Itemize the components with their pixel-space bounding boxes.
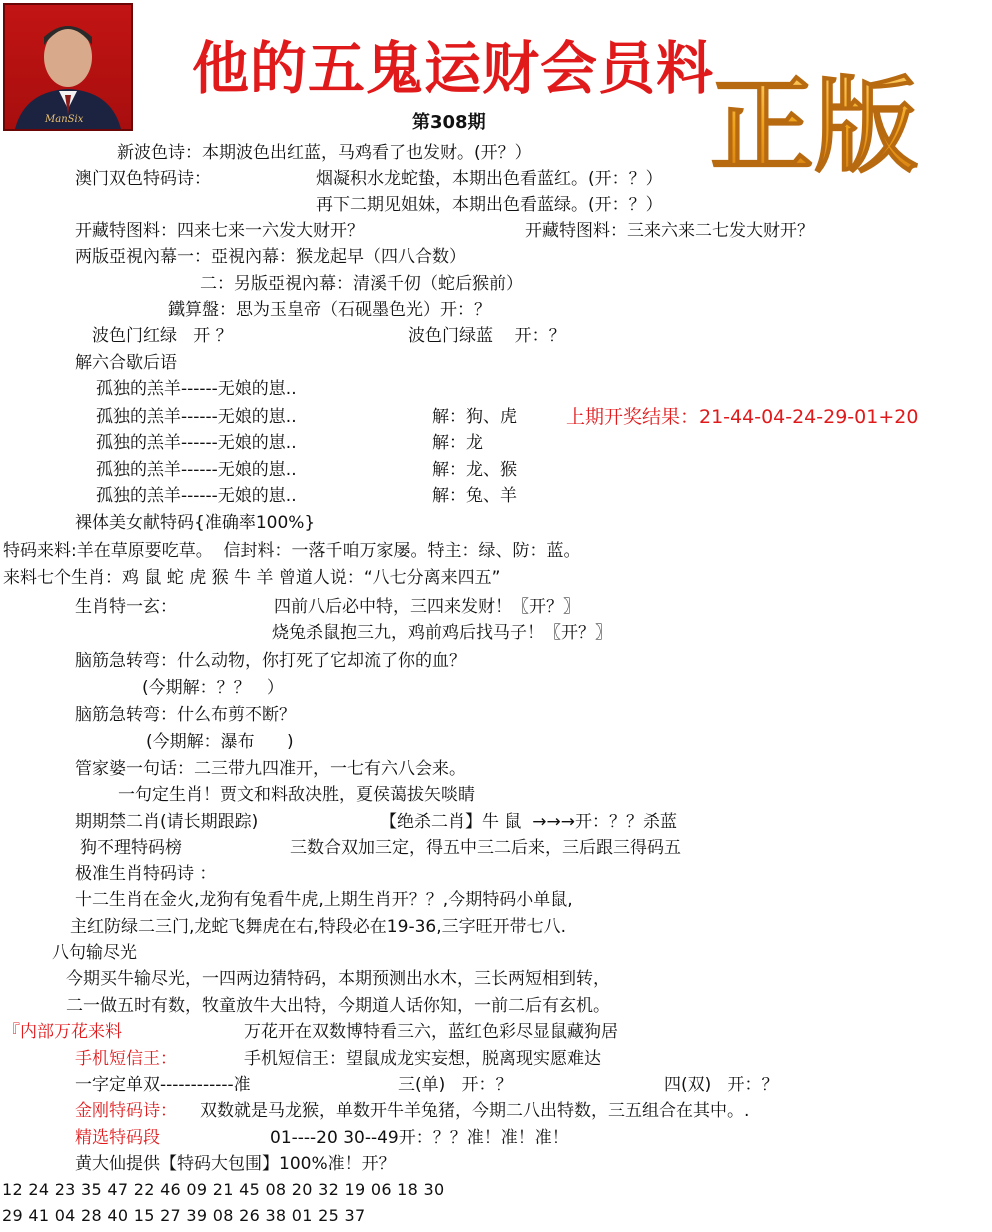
sms-king-label: 手机短信王： (75, 1049, 177, 1069)
atv-inside-1: 两版亞視內幕一：亞視內幕：猴龙起早（四八合数） (75, 247, 466, 267)
goubuli-label: 狗不理特码榜 (80, 838, 182, 858)
page-title: 他的五鬼运财会员料 (192, 35, 714, 102)
previous-draw-result: 上期开奖结果：21-44-04-24-29-01+20 (566, 406, 919, 428)
macau-poem-line2: 再下二期见姐妹，本期出色看蓝绿。(开：？） (316, 195, 663, 215)
number-list-row2: 29 41 04 28 40 15 27 39 08 26 38 01 25 37 (2, 1206, 366, 1225)
riddle-heading: 解六合歇后语 (75, 353, 177, 373)
riddle-line: 孤独的羔羊------无娘的崽.. (96, 379, 297, 399)
special-code-material: 特码来料:羊在草原要吃草。 信封料：一落千咱万家屡。特主：绿、防：蓝。 (3, 541, 581, 561)
portrait-photo (3, 3, 133, 131)
banned-zodiac-value: 【绝杀二肖】牛 鼠 →→→开：？？杀蓝 (380, 812, 677, 832)
riddle-line: 孤独的羔羊------无娘的崽.. (96, 433, 297, 453)
portrait-figure (5, 5, 131, 129)
odd-even-label: 一字定单双------------准 (75, 1075, 251, 1095)
wave-color-poem: 新波色诗：本期波色出红蓝，马鸡看了也发财。(开？） (117, 143, 532, 163)
precise-poem-heading: 极准生肖特码诗 ： (75, 864, 217, 884)
photo-caption: ManSix (45, 114, 84, 125)
one-line-zodiac: 一句定生肖！贾文和料敌决胜，夏侯蔼拔矢啖睛 (118, 785, 475, 805)
eight-lines-1: 今期买牛输尽光，一四两边猜特码，本期预测出水木，三长两短相到转， (66, 969, 610, 989)
brain-teaser-1-answer: (今期解：？？ ） (142, 678, 284, 698)
wanhua-label: 『内部万花来料 (3, 1022, 122, 1042)
wave-gate-right: 波色门绿蓝 开：？ (408, 326, 566, 346)
huang-daxian-line: 黄大仙提供【特码大包围】100%准！开？ (75, 1154, 396, 1174)
odd-pick: 三(单) 开：？ (398, 1075, 513, 1095)
special-code-accuracy: 裸体美女献特码{准确率100%} (75, 513, 316, 533)
kingkong-value: 双数就是马龙猴，单数开牛羊兔猪，今期二八出特数，三五组合在其中。. (200, 1101, 750, 1121)
riddle-answer: 解：狗、虎 (432, 407, 517, 427)
hidden-chart-left: 开藏特图料：四来七来一六发大财开？ (75, 221, 364, 241)
macau-poem-label: 澳门双色特码诗： (75, 169, 211, 189)
seven-zodiacs: 来料七个生肖：鸡 鼠 蛇 虎 猴 牛 羊 曾道人说：“八七分离来四五” (3, 568, 501, 588)
precise-poem-line2: 主红防绿二三门,龙蛇飞舞虎在右,特段必在19-36,三字旺开带七八. (70, 917, 567, 937)
brain-teaser-2-answer: (今期解：瀑布 ) (146, 732, 294, 752)
riddle-line: 孤独的羔羊------无娘的崽.. (96, 486, 297, 506)
riddle-answer: 解：龙 (432, 433, 483, 453)
stamp-text: 正版 (710, 64, 919, 178)
banned-zodiac-label: 期期禁二肖(请长期跟踪) (75, 812, 259, 832)
zodiac-mystery-line1: 四前八后必中特，三四来发财！〖开？〗 (274, 597, 580, 617)
genuine-stamp (708, 58, 938, 178)
precise-poem-line1: 十二生肖在金火,龙狗有兔看牛虎,上期生肖开？？,今期特码小单鼠, (75, 890, 573, 910)
riddle-answer: 解：龙、猴 (432, 460, 517, 480)
brain-teaser-2: 脑筋急转弯：什么布剪不断？ (75, 705, 296, 725)
selected-range-value: 01----20 30--49开：？？准！准！准！ (270, 1128, 569, 1148)
atv-inside-2: 二：另版亞視內幕：清溪千仞（蛇后猴前） (200, 274, 523, 294)
selected-range-label: 精选特码段 (75, 1128, 160, 1148)
zodiac-mystery-label: 生肖特一玄： (75, 597, 177, 617)
eight-lines-heading: 八句输尽光 (52, 943, 137, 963)
riddle-line: 孤独的羔羊------无娘的崽.. (96, 460, 297, 480)
wanhua-value: 万花开在双数博特看三六，蓝红色彩尽显鼠藏狗居 (244, 1022, 618, 1042)
eight-lines-2: 二一做五时有数，牧童放牛大出特，今期道人话你知，一前二后有玄机。 (66, 996, 610, 1016)
iron-abacus: 鐵算盤：思为玉皇帝（石砚墨色光）开：？ (168, 300, 491, 320)
issue-number: 第308期 (412, 112, 486, 133)
number-list-row1: 12 24 23 35 47 22 46 09 21 45 08 20 32 19 06 18 30 (2, 1180, 445, 1199)
riddle-answer: 解：兔、羊 (432, 486, 517, 506)
wave-gate-left: 波色门红绿 开 ？ (92, 326, 233, 346)
housekeeper-saying: 管家婆一句话：二三带九四准开，一七有六八会来。 (75, 759, 466, 779)
hidden-chart-right: 开藏特图料：三来六来二七发大财开？ (525, 221, 814, 241)
brain-teaser-1: 脑筋急转弯：什么动物，你打死了它却流了你的血？ (75, 651, 466, 671)
even-pick: 四(双) 开：？ (664, 1075, 779, 1095)
goubuli-value: 三数合双加三定，得五中三二后来，三后跟三得码五 (290, 838, 681, 858)
riddle-line: 孤独的羔羊------无娘的崽.. (96, 407, 297, 427)
zodiac-mystery-line2: 烧兔杀鼠抱三九，鸡前鸡后找马子！〖开？〗 (272, 623, 612, 643)
macau-poem-line1: 烟凝积水龙蛇蛰，本期出色看蓝红。(开：？） (316, 169, 663, 189)
sms-king-value: 手机短信王：望鼠成龙实妄想，脱离现实愿难达 (244, 1049, 601, 1069)
kingkong-label: 金刚特码诗： (75, 1101, 177, 1121)
